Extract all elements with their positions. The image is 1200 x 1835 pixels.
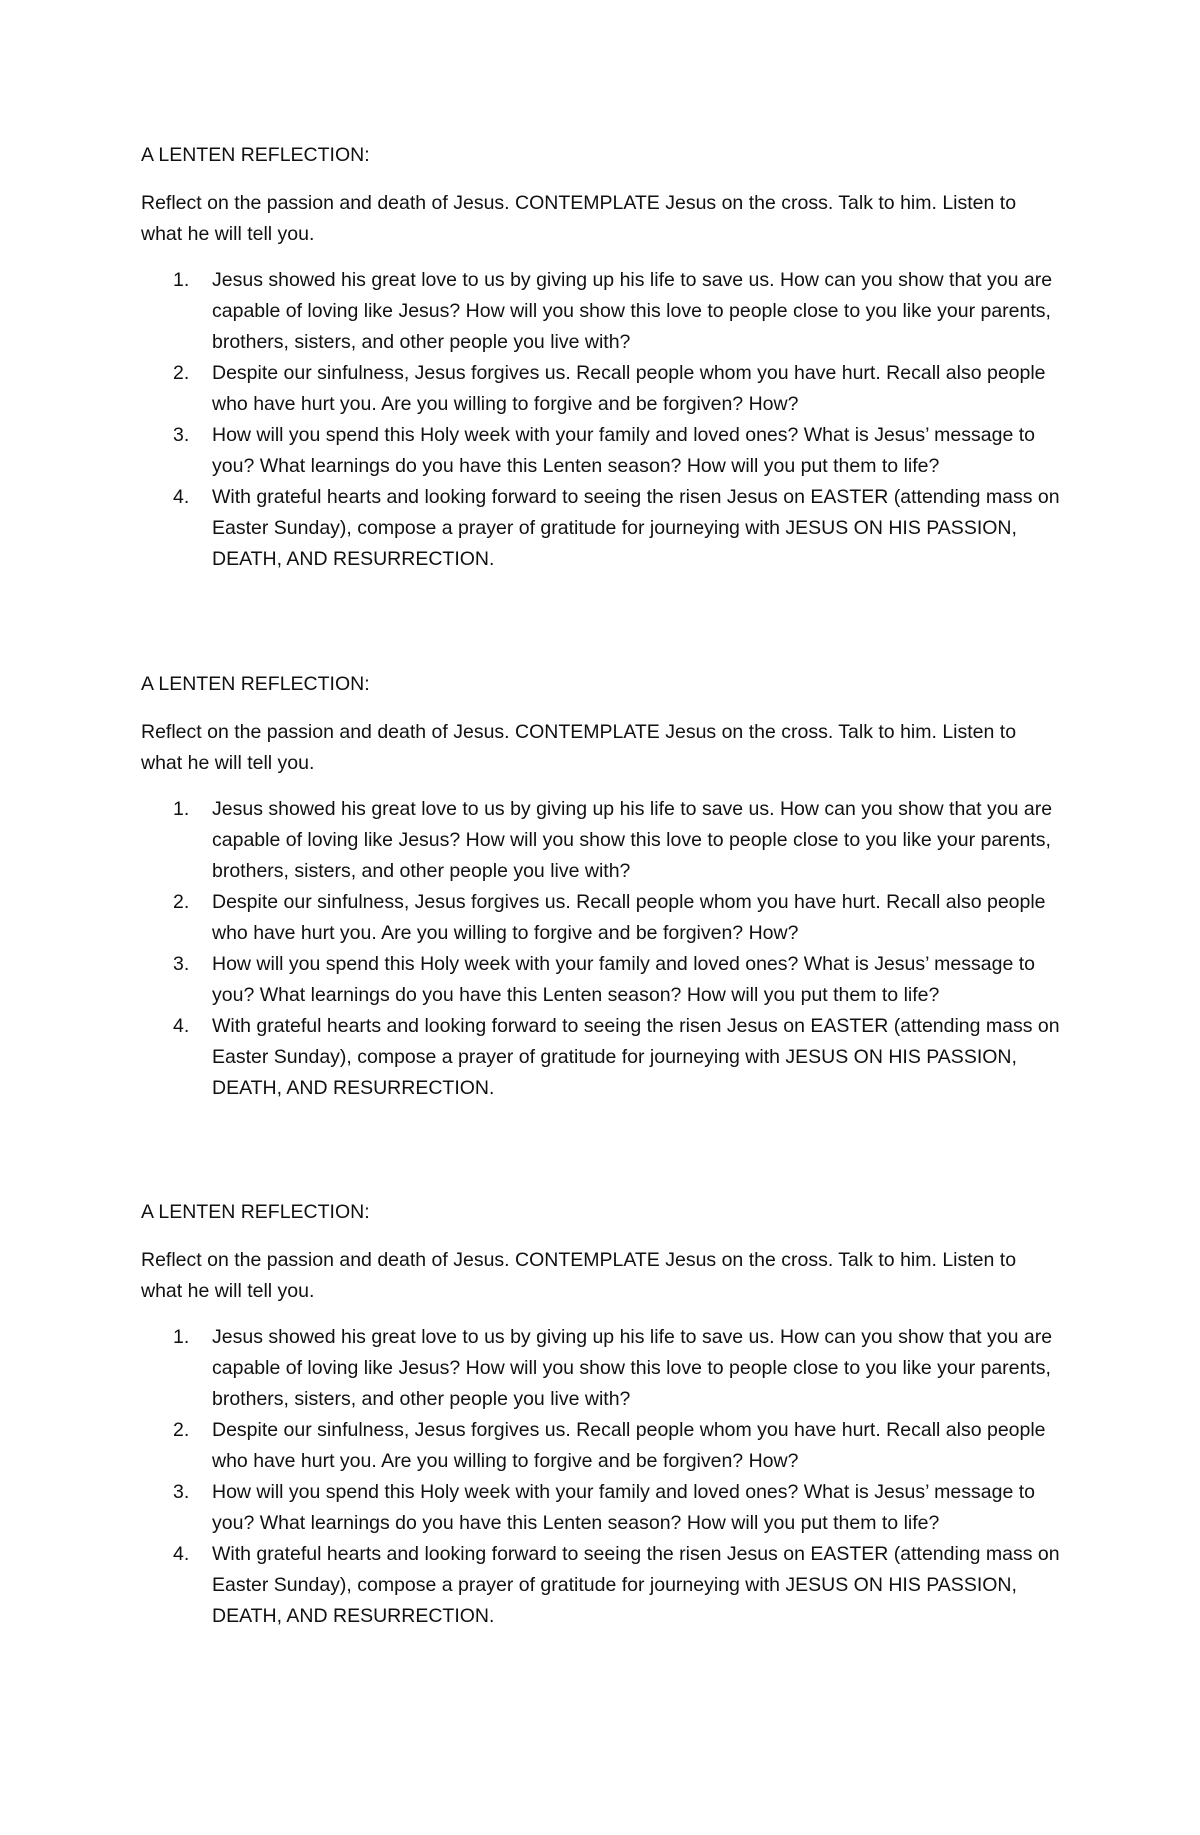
- list-number: 3.: [173, 424, 190, 446]
- list-item-text: Jesus showed his great love to us by giving up his life to save us. How can you show that you are capable of loving like Jesus? How will you show this love to people close to you like your parents, brothers, sisters, and other people you live with?: [212, 269, 1053, 353]
- list-item: [141, 482, 1061, 575]
- reflection-section-2: [141, 669, 1061, 1104]
- list-item: [141, 1477, 1061, 1539]
- list-item: [141, 887, 1061, 949]
- list-item: [141, 265, 1061, 358]
- list-number: 2.: [173, 362, 190, 384]
- section-intro: Reflect on the passion and death of Jesus. CONTEMPLATE Jesus on the cross. Talk to him. Listen to what he will tell you.: [141, 721, 1017, 774]
- list-number: 3.: [173, 953, 190, 975]
- reflection-section-1: [141, 140, 1061, 575]
- list-item-text: With grateful hearts and looking forward to seeing the risen Jesus on EASTER (attending mass on Easter Sunday), compose a prayer of gratitude for journeying with JESUS ON HIS PASSION, DEATH, AND RESURRECTION.: [212, 486, 1060, 570]
- list-number: 4.: [173, 1543, 190, 1565]
- reflection-list: [141, 265, 1061, 575]
- list-number: 3.: [173, 1481, 190, 1503]
- list-item-text: Despite our sinfulness, Jesus forgives us. Recall people whom you have hurt. Recall also people who have hurt you. Are you willing to forgive and be forgiven? How?: [212, 891, 1046, 944]
- list-item-text: How will you spend this Holy week with your family and loved ones? What is Jesus’ message to you? What learnings do you have this Lenten season? How will you put them to life?: [212, 1481, 1035, 1534]
- list-item-text: Despite our sinfulness, Jesus forgives us. Recall people whom you have hurt. Recall also people who have hurt you. Are you willing to forgive and be forgiven? How?: [212, 1419, 1046, 1472]
- list-number: 4.: [173, 486, 190, 508]
- reflection-list: [141, 1322, 1061, 1632]
- list-item: [141, 420, 1061, 482]
- list-item: [141, 1415, 1061, 1477]
- list-item-text: Despite our sinfulness, Jesus forgives us. Recall people whom you have hurt. Recall also people who have hurt you. Are you willing to forgive and be forgiven? How?: [212, 362, 1046, 415]
- section-intro: Reflect on the passion and death of Jesus. CONTEMPLATE Jesus on the cross. Talk to him. Listen to what he will tell you.: [141, 1249, 1017, 1302]
- list-item-text: Jesus showed his great love to us by giving up his life to save us. How can you show that you are capable of loving like Jesus? How will you show this love to people close to you like your parents, brothers, sisters, and other people you live with?: [212, 1326, 1053, 1410]
- list-item: [141, 949, 1061, 1011]
- list-item-text: How will you spend this Holy week with your family and loved ones? What is Jesus’ message to you? What learnings do you have this Lenten season? How will you put them to life?: [212, 953, 1035, 1006]
- list-number: 1.: [173, 269, 190, 291]
- list-number: 4.: [173, 1015, 190, 1037]
- list-item: [141, 794, 1061, 887]
- section-intro: Reflect on the passion and death of Jesus. CONTEMPLATE Jesus on the cross. Talk to him. Listen to what he will tell you.: [141, 192, 1017, 245]
- reflection-list: [141, 794, 1061, 1104]
- section-heading: A LENTEN REFLECTION:: [141, 144, 370, 166]
- reflection-section-3: [141, 1197, 1061, 1632]
- section-heading: A LENTEN REFLECTION:: [141, 1201, 370, 1223]
- list-item: [141, 1011, 1061, 1104]
- list-item-text: With grateful hearts and looking forward to seeing the risen Jesus on EASTER (attending mass on Easter Sunday), compose a prayer of gratitude for journeying with JESUS ON HIS PASSION, DEATH, AND RESURRECTION.: [212, 1015, 1060, 1099]
- list-item-text: Jesus showed his great love to us by giving up his life to save us. How can you show that you are capable of loving like Jesus? How will you show this love to people close to you like your parents, brothers, sisters, and other people you live with?: [212, 798, 1053, 882]
- list-number: 2.: [173, 1419, 190, 1441]
- section-heading: A LENTEN REFLECTION:: [141, 673, 370, 695]
- list-item-text: How will you spend this Holy week with your family and loved ones? What is Jesus’ message to you? What learnings do you have this Lenten season? How will you put them to life?: [212, 424, 1035, 477]
- list-item: [141, 1539, 1061, 1632]
- list-item-text: With grateful hearts and looking forward to seeing the risen Jesus on EASTER (attending mass on Easter Sunday), compose a prayer of gratitude for journeying with JESUS ON HIS PASSION, DEATH, AND RESURRECTION.: [212, 1543, 1060, 1627]
- list-number: 1.: [173, 1326, 190, 1348]
- list-item: [141, 358, 1061, 420]
- list-number: 1.: [173, 798, 190, 820]
- list-item: [141, 1322, 1061, 1415]
- list-number: 2.: [173, 891, 190, 913]
